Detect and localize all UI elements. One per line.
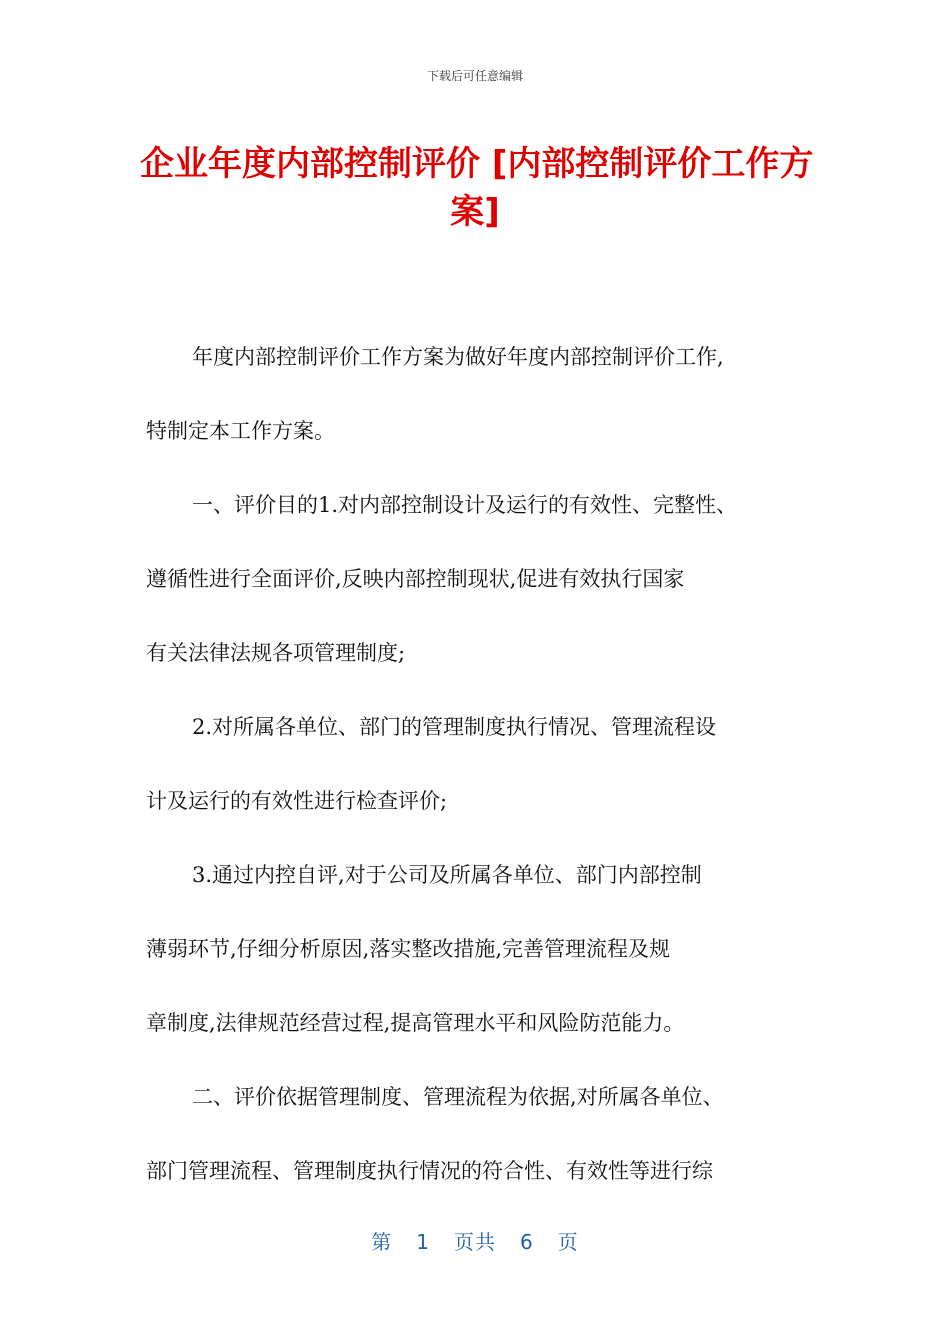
download-note: 下载后可任意编辑 — [426, 69, 523, 83]
title-line-1: 企业年度内部控制评价 [内部控制评价工作方 — [140, 144, 814, 184]
document-title — [140, 140, 814, 236]
body-line: 章制度,法律规范经营过程,提高管理水平和风险防范能力。 — [146, 1011, 685, 1035]
page-label-suffix: 页 — [557, 1230, 579, 1254]
body-line: 部门管理流程、管理制度执行情况的符合性、有效性等进行综 — [146, 1159, 713, 1183]
body-line: 计及运行的有效性进行检查评价; — [146, 789, 448, 813]
title-line-2: 案] — [450, 192, 500, 232]
page-label-mid: 页共 — [454, 1230, 496, 1254]
document-body — [146, 320, 818, 1208]
body-line: 3.通过内控自评,对于公司及所属各单位、部门内部控制 — [192, 863, 702, 887]
body-line: 遵循性进行全面评价,反映内部控制现状,促进有效执行国家 — [146, 567, 685, 591]
total-pages: 6 — [520, 1230, 534, 1254]
page-footer — [0, 1226, 950, 1255]
body-line: 薄弱环节,仔细分析原因,落实整改措施,完善管理流程及规 — [146, 937, 671, 961]
body-line: 年度内部控制评价工作方案为做好年度内部控制评价工作, — [192, 345, 724, 369]
body-line: 一、评价目的1.对内部控制设计及运行的有效性、完整性、 — [192, 493, 738, 517]
body-line: 二、评价依据管理制度、管理流程为依据,对所属各单位、 — [192, 1085, 724, 1109]
page-label-prefix: 第 — [371, 1230, 393, 1254]
body-line: 特制定本工作方案。 — [146, 419, 335, 443]
page-number: 1 — [416, 1230, 430, 1254]
body-line: 2.对所属各单位、部门的管理制度执行情况、管理流程设 — [192, 715, 717, 739]
body-line: 有关法律法规各项管理制度; — [146, 641, 406, 665]
